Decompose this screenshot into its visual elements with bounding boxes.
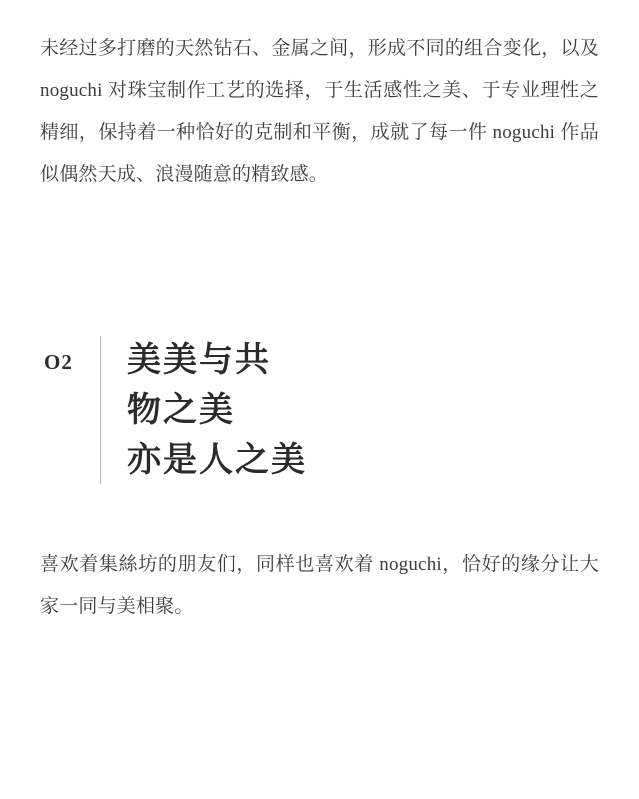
paragraph-intro: 未经过多打磨的天然钻石、金属之间，形成不同的组合变化，以及 noguchi 对珠宝制作工艺的选择，于生活感性之美、于专业理性之精细，保持着一种恰好的克制和平衡，成就了每一件 noguchi 作品似偶然天成、浪漫随意的精致感。 bbox=[40, 38, 599, 185]
section-title-line-2: 物之美 bbox=[127, 392, 235, 429]
paragraph-closing: 喜欢着集絲坊的朋友们，同样也喜欢着 noguchi，恰好的缘分让大家一同与美相聚。 bbox=[40, 554, 599, 617]
section-divider-rule bbox=[100, 336, 101, 484]
section-spacer-bottom bbox=[40, 486, 599, 544]
section-heading bbox=[44, 336, 599, 486]
section-title bbox=[127, 336, 307, 486]
section-title-line-1: 美美与共 bbox=[127, 342, 271, 379]
section-title-line-3: 亦是人之美 bbox=[127, 442, 307, 479]
section-spacer-top bbox=[40, 196, 599, 336]
section-number: O2 bbox=[44, 350, 73, 374]
